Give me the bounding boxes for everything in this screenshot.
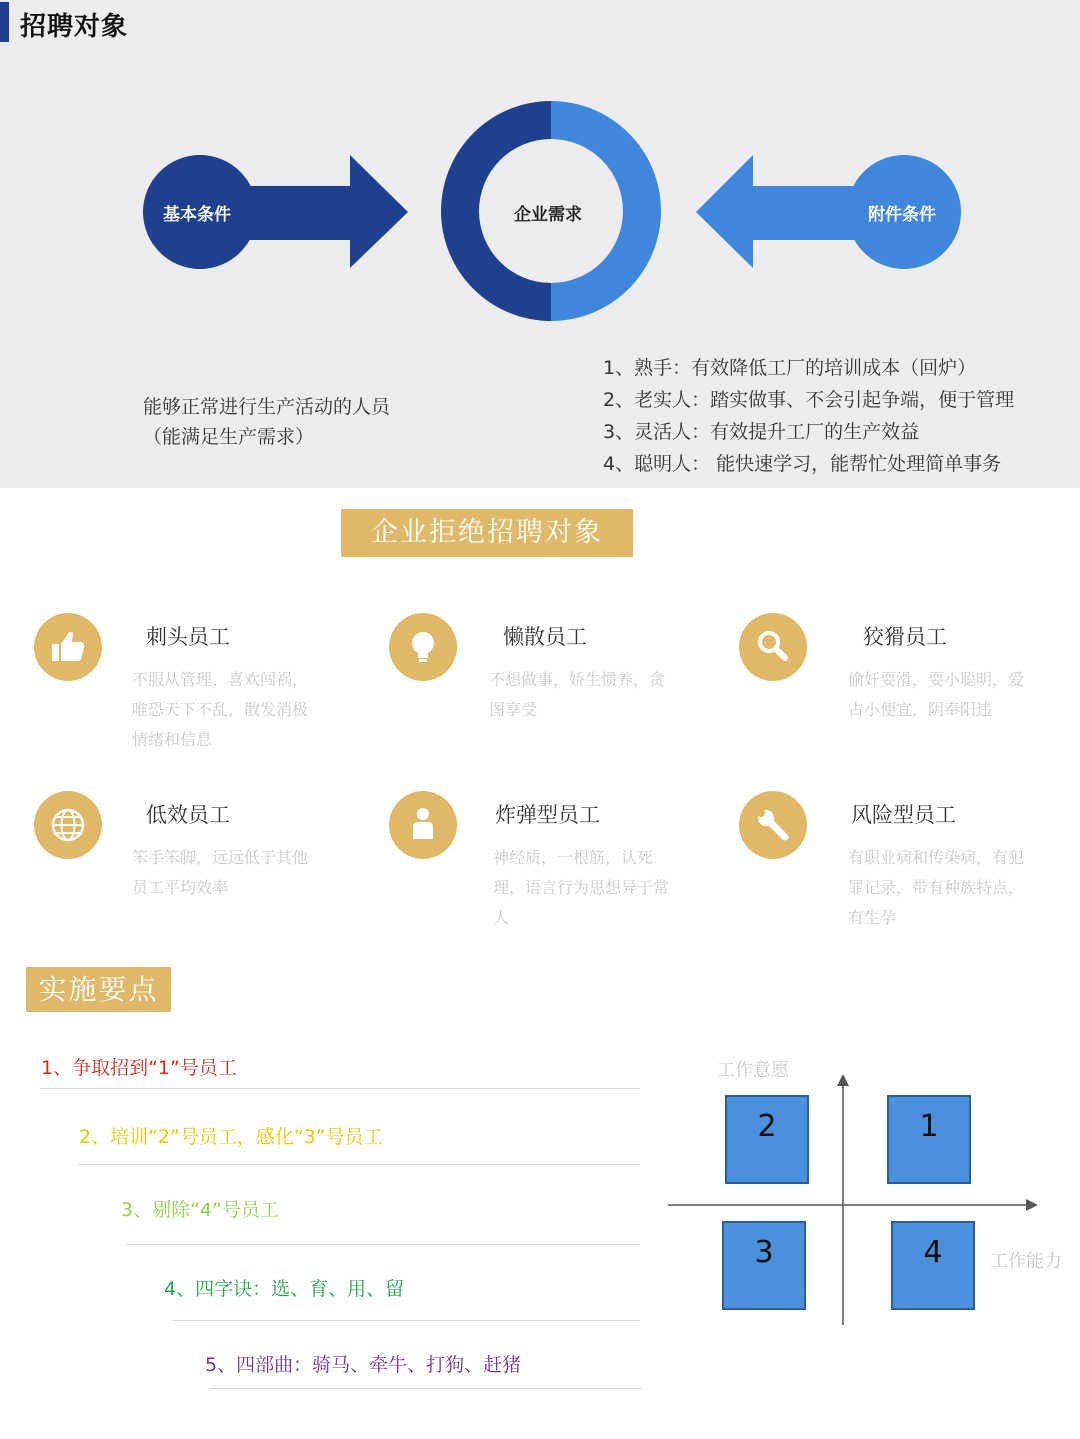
quadrant-box-3: 3 — [722, 1221, 806, 1310]
lightbulb-icon — [389, 613, 457, 681]
card-description: 神经质，一根筋，认死理，语言行为思想异于常人 — [493, 848, 670, 927]
card-description: 不想做事，娇生惯养，贪图享受 — [489, 670, 666, 719]
point-item: 2、培训“2”号员工，感化“3”号员工 — [79, 1126, 383, 1148]
point-item: 1、争取招到“1”号员工 — [41, 1057, 237, 1079]
reject-card — [389, 791, 719, 951]
thumbs-up-icon — [34, 613, 102, 681]
additional-conditions-list — [603, 352, 1014, 480]
basic-conditions-label: 基本条件 — [163, 205, 231, 225]
divider — [78, 1164, 640, 1165]
enterprise-needs-label: 企业需求 — [514, 205, 582, 225]
section-title: 招聘对象 — [20, 12, 129, 42]
quadrant-box-2: 2 — [725, 1095, 809, 1184]
point-item: 3、剔除“4”号员工 — [121, 1199, 279, 1221]
reject-card — [389, 613, 719, 773]
desc-line: 能够正常进行生产活动的人员 — [143, 396, 391, 418]
card-title: 低效员工 — [146, 803, 230, 827]
card-title: 狡猾员工 — [863, 625, 947, 649]
point-item: 5、四部曲：骑马、牵牛、打狗、赶猪 — [205, 1354, 522, 1376]
quadrant-box-1: 1 — [887, 1095, 971, 1184]
list-item: 4、聪明人： 能快速学习，能帮忙处理简单事务 — [603, 453, 1002, 475]
divider — [126, 1244, 640, 1245]
card-description: 有职业病和传染病，有犯罪记录，带有种族特点，有生孕 — [848, 848, 1025, 927]
point-item: 4、四字诀：选、育、用、留 — [164, 1278, 405, 1300]
wrench-icon — [739, 791, 807, 859]
search-icon — [739, 613, 807, 681]
person-icon — [389, 791, 457, 859]
card-title: 风险型员工 — [851, 803, 956, 827]
requirements-section — [0, 0, 1080, 488]
divider — [210, 1388, 642, 1389]
reject-card — [739, 613, 1069, 773]
reject-card — [739, 791, 1069, 951]
divider — [172, 1320, 640, 1321]
reject-banner: 企业拒绝招聘对象 — [341, 509, 633, 557]
requirements-diagram — [0, 0, 1080, 340]
card-title: 懒散员工 — [503, 625, 587, 649]
quadrant-box-4: 4 — [891, 1221, 975, 1310]
reject-card — [34, 791, 364, 951]
desc-line: （能满足生产需求） — [143, 426, 315, 448]
reject-card — [34, 613, 364, 773]
y-axis-label: 工作意愿 — [717, 1060, 789, 1081]
card-title: 刺头员工 — [146, 625, 230, 649]
card-description: 偷奸耍滑，耍小聪明，爱占小便宜，阴奉阳违 — [848, 670, 1025, 719]
globe-icon — [34, 791, 102, 859]
list-item: 2、老实人：踏实做事、不会引起争端，便于管理 — [603, 389, 1015, 411]
basic-conditions-description — [143, 392, 390, 452]
card-description: 笨手笨脚，远远低于其他员工平均效率 — [132, 848, 309, 897]
list-item: 1、熟手：有效降低工厂的培训成本（回炉） — [603, 357, 977, 379]
list-item: 3、灵活人：有效提升工厂的生产效益 — [603, 421, 920, 443]
card-title: 炸弹型员工 — [495, 803, 600, 827]
implementation-banner: 实施要点 — [26, 967, 171, 1012]
additional-conditions-label: 附件条件 — [868, 205, 936, 225]
card-description: 不服从管理，喜欢闯祸，唯恐天下不乱，散发消极情绪和信息 — [132, 670, 309, 749]
x-axis-label: 工作能力 — [990, 1251, 1062, 1272]
divider — [40, 1088, 640, 1089]
